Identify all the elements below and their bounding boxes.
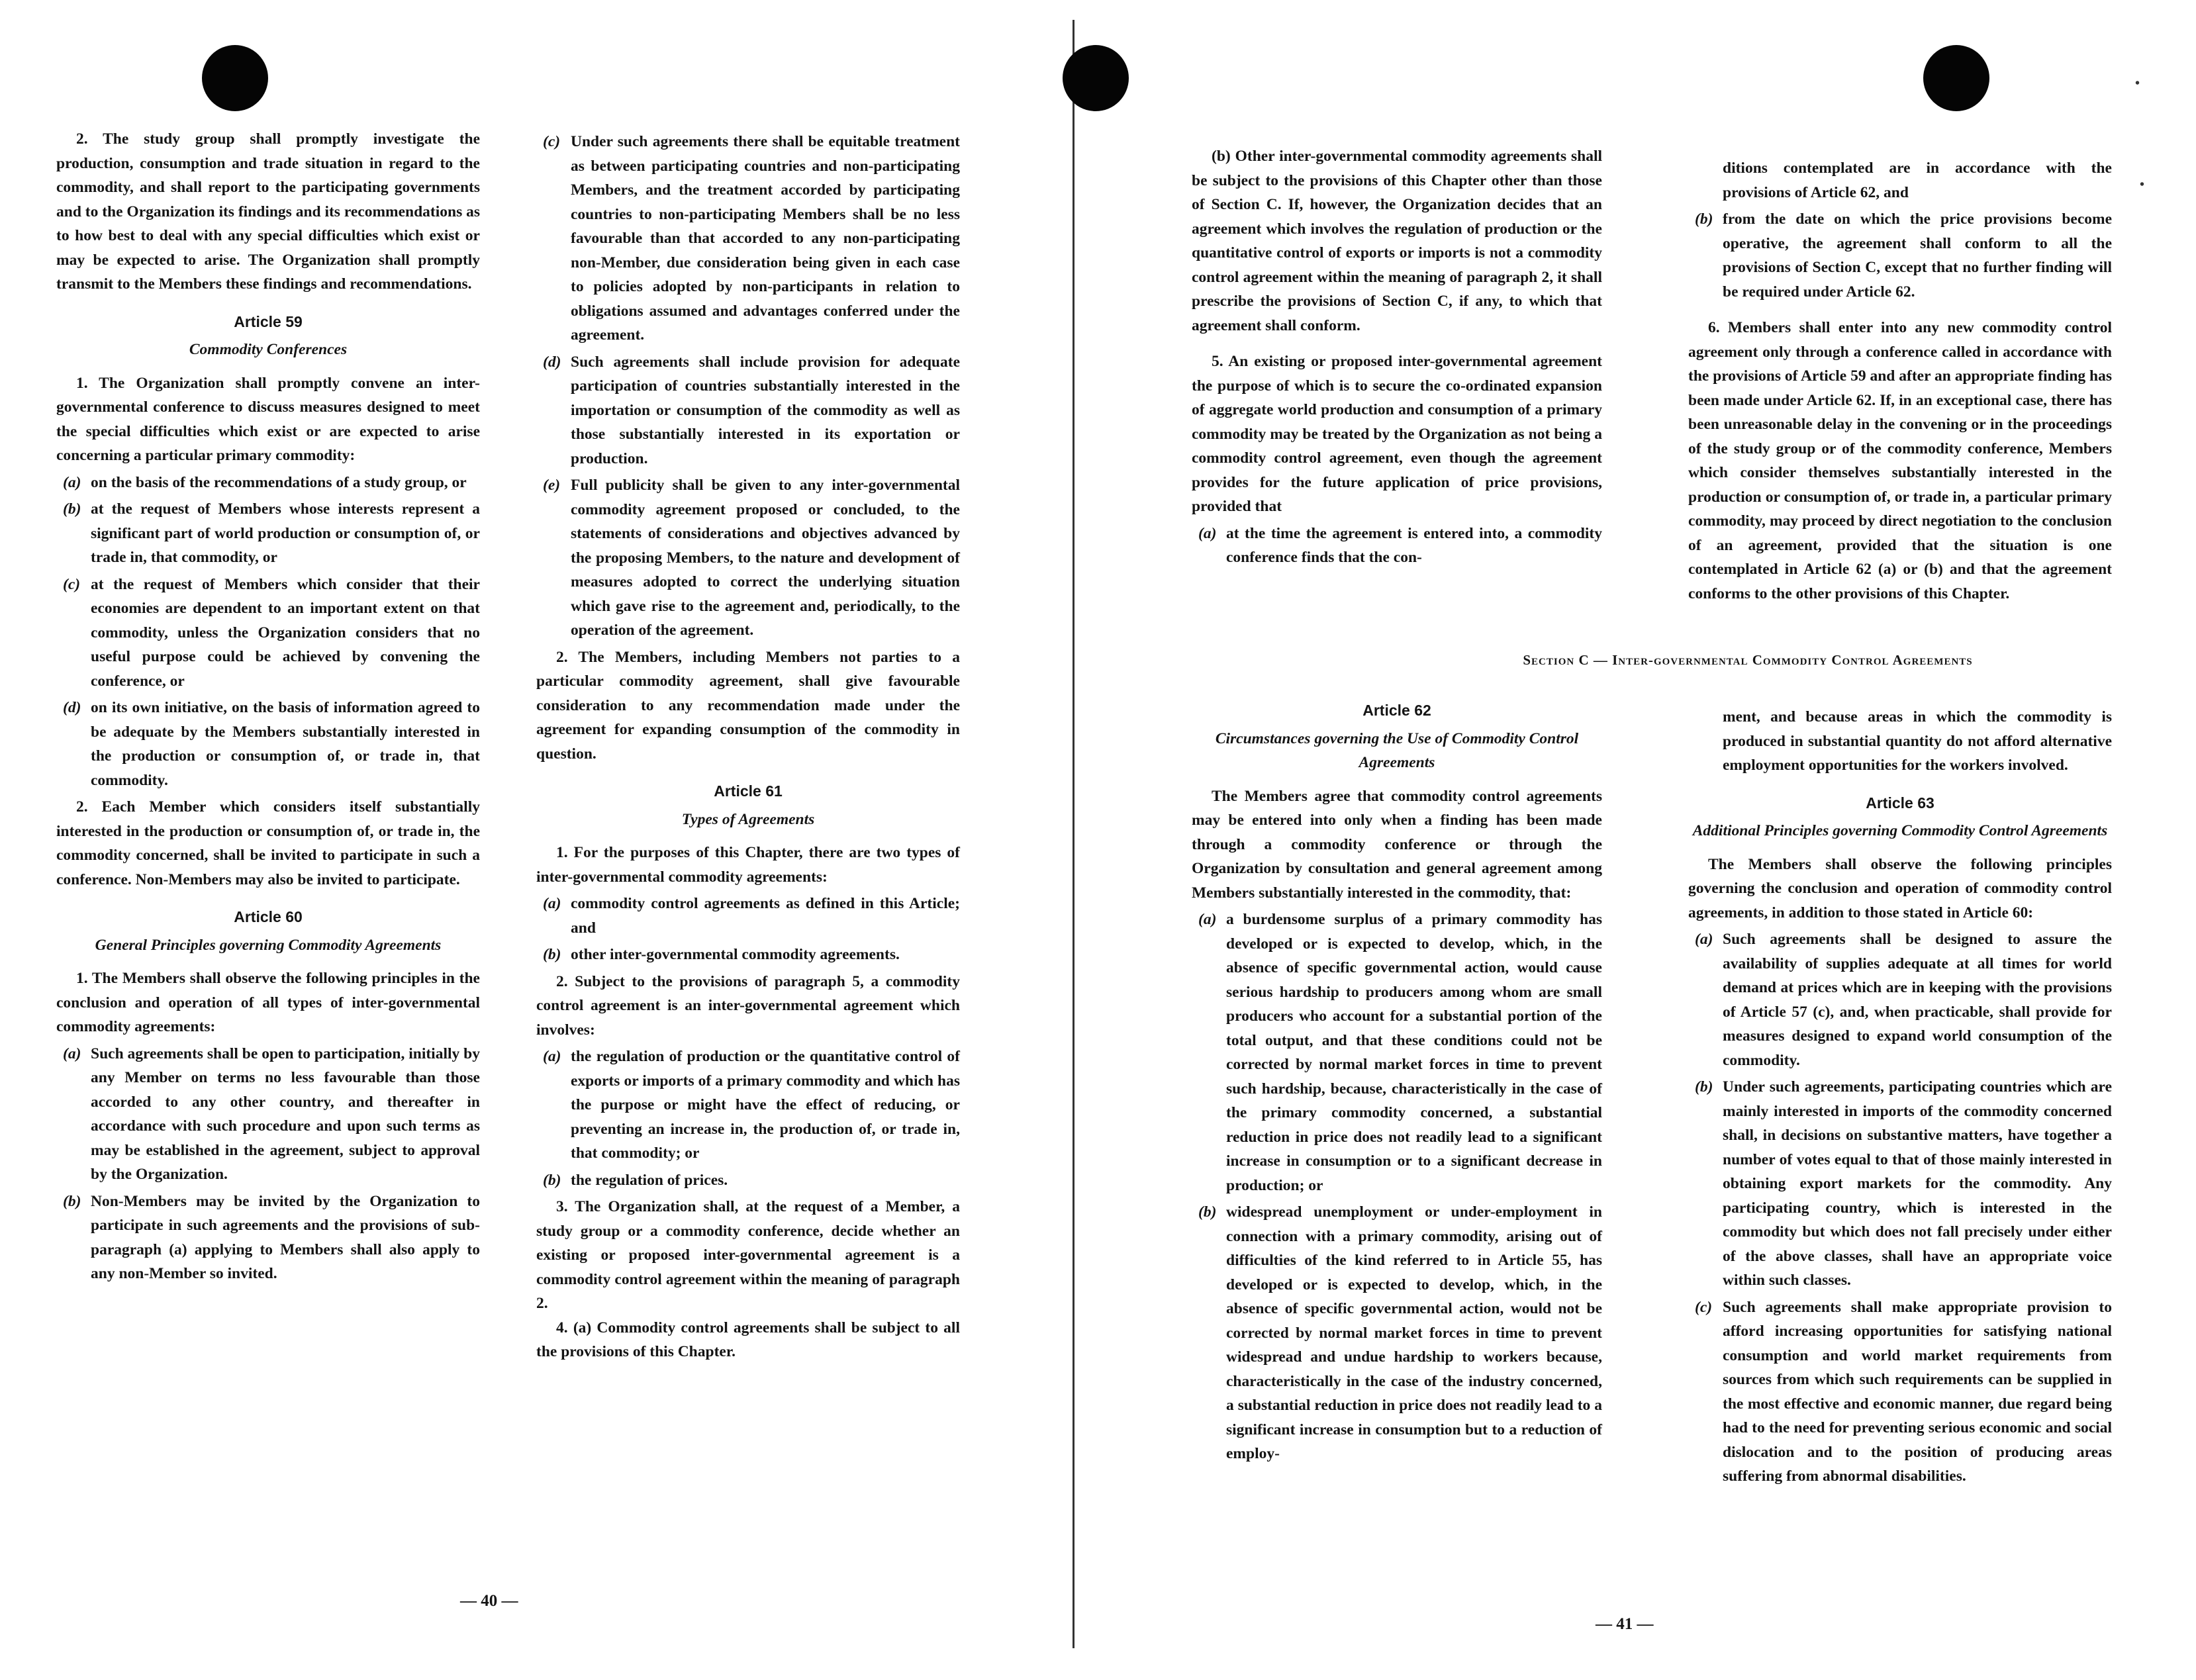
item-text: Non-Members may be invited by the Organization to participate in such agreements and the provisions of sub-paragraph (a) applying to Members shall also apply to any non-Member so invited. [91, 1192, 480, 1282]
paragraph: (b) Other inter-governmental commodity agreements shall be subject to the provisions of this Chapter other than those of Section C. If, however, the Organization decides that an agreement which involves the regulation of production or the quantitative control of exports or imports is not a commodity control agreement within the meaning of paragraph 2, it shall prescribe the provisions of Section C, if any, to which that agreement shall conform. [1192, 148, 1602, 334]
list-item [56, 1190, 480, 1286]
item-label: (d) [63, 699, 81, 716]
list-item [56, 497, 480, 570]
item-text: other inter-governmental commodity agreements. [571, 946, 900, 963]
article-heading: Article 62 [1362, 702, 1431, 719]
list-item [56, 696, 480, 792]
item-label: (b) [543, 946, 561, 963]
item-text: from the date on which the price provisions become operative, the agreement shall conform to all the provisions of Section C, except that no further finding will be required under Article 62. [1723, 210, 2112, 301]
paragraph: ment, and because areas in which the commodity is produced in substantial quantity do not afford alternative employment opportunities for the workers involved. [1723, 708, 2112, 774]
item-text: Under such agreements there shall be equitable treatment as between participating countries and non-participating Members, and the treatment accorded by participating countries to non-participating Members shall be no less favourable than that accorded to any non-participating non-Member, due consideration being given in each case to policies adopted by non-participants in relation to obligations assumed and advantages conferred under the agreement. [571, 133, 960, 344]
paragraph: 1. The Members shall observe the following principles in the conclusion and operation of all types of inter-governmental commodity agreements: [56, 970, 480, 1035]
list-item [56, 471, 480, 495]
item-text: ditions contemplated are in accordance with the provisions of Article 62, and [1723, 160, 2112, 201]
item-label: (a) [63, 1045, 81, 1062]
paragraph: 3. The Organization shall, at the request of a Member, a study group or a commodity conference, decide whether an existing or proposed inter-governmental agreement is a commodity control agreement within the meaning of paragraph 2. [536, 1198, 960, 1312]
list-item [536, 1168, 960, 1193]
right-column-2-bottom [1688, 705, 2112, 1491]
list-item [536, 473, 960, 643]
item-text: Such agreements shall include provision for adequate participation of countries substantially interested in the importation or consumption of the commodity as well as those substantially interested in its exportation or production. [571, 353, 960, 467]
list-item [1688, 156, 2112, 205]
list-item [536, 892, 960, 940]
item-text: Such agreements shall make appropriate provision to afford increasing opportunities for satisfying national consumption and world market requirements from sources from which such requirements can be supplied in the most effective and economic manner, due regard being had to the need for preventing serious economic and social dislocation and to the position of producing areas suffering from abnormal disabilities. [1723, 1298, 2112, 1485]
item-label: (e) [543, 477, 561, 494]
list-item [56, 1042, 480, 1187]
paragraph: 2. The study group shall promptly investigate the production, consumption and trade situation in regard to the commodity, and shall report to the participating governments and to the Organization its findings and its recommendations as to how best to deal with any special difficulties which exist or may be expected to arise. The Organization shall promptly transmit to the Members these findings and recommendations. [56, 130, 481, 293]
scan-speck: • [2140, 177, 2145, 192]
paragraph: 2. Subject to the provisions of paragraph 5, a commodity control agreement is an inter-governmental agreement which involves: [536, 972, 960, 1039]
right-page [1092, 0, 2196, 1680]
page-number: — 41 — [1596, 1615, 1654, 1633]
list-item [1688, 1075, 2112, 1293]
item-text: Under such agreements, participating countries which are mainly interested in imports of the commodity concerned shall, in decisions on substantive matters, have together a number of votes equal to that of those mainly interested in obtaining export markets for the commodity. Any participating country, which is interested in the commodity but which does not fall precisely under either of the above classes, shall have an appropriate voice within such classes. [1723, 1078, 2112, 1289]
list-item [1688, 207, 2112, 304]
paragraph: 2. The Members, including Members not parties to a particular commodity agreement, shall give favourable consideration to any recommendation made under the agreement for expanding consumption of the commodity in question. [536, 648, 960, 763]
list-item [1688, 1295, 2112, 1489]
item-label: (b) [1695, 1078, 1713, 1096]
item-label: (a) [63, 473, 81, 491]
list-item [1688, 927, 2112, 1072]
scan-speck: • [2135, 76, 2140, 91]
item-text: the regulation of prices. [571, 1171, 728, 1189]
item-label: (c) [1695, 1298, 1713, 1316]
item-label: (b) [1695, 210, 1713, 228]
item-label: (a) [543, 895, 561, 912]
item-text: Such agreements shall be open to participation, initially by any Member on terms no less favourable than those accorded to any other country, and thereafter in accordance with such procedure and upon such terms as may be established in the agreement, subject to approval by the Organization. [91, 1045, 480, 1183]
item-label: (d) [543, 353, 561, 371]
list-item [1192, 1200, 1602, 1466]
list-item [56, 573, 480, 694]
article-heading: Article 59 [234, 312, 303, 330]
article-heading: Article 60 [234, 908, 303, 925]
list-item [536, 350, 960, 471]
right-column-1-bottom [1192, 685, 1602, 1469]
left-page [0, 0, 1086, 1680]
item-text: widespread unemployment or under-employment in connection with a primary commodity, arising out of difficulties of the kind referred to in Article 55, has developed or is expected to develop, which, in the absence of specific governmental action, would not be corrected by normal market forces in time to prevent widespread and undue hardship to workers because, characteristically in the case of the industry concerned, a substantial reduction in price does not readily lead to a significant increase in consumption but to a reduction of employ- [1226, 1203, 1602, 1462]
paragraph: The Members agree that commodity control agreements may be entered into only when a finding has been made through a commodity conference or through the Organization by consultation and general agreement among Members substantially interested in the commodity, that: [1192, 787, 1602, 902]
paragraph: 1. For the purposes of this Chapter, there are two types of inter-governmental commodity agreements: [536, 844, 960, 886]
item-text: Full publicity shall be given to any inter-governmental commodity agreement proposed or concluded, to the statements of considerations and objectives advanced by the proposing Members, to the nature and development of measures adopted to correct the underlying situation which gave rise to the agreement and, periodically, to the operation of the agreement. [571, 477, 960, 639]
item-text: a burdensome surplus of a primary commodity has developed or is expected to develop, which, in the absence of specific governmental action, would cause serious hardship to producers among whom are small producers who account for a substantial portion of the total output, and that these conditions could not be corrected by normal market forces in time to prevent such hardship, because, characteristically in the case of the primary commodity concerned, a substantial reduction in price does not readily lead to a significant increase in consumption or to a significant decrease in production; or [1226, 911, 1602, 1194]
item-text: Such agreements shall be designed to assure the availability of supplies adequate at all times for world demand at prices which are in keeping with the provisions of Article 57 (c), and, when practicable, shall provide for measures designed to expand world consumption of the commodity. [1723, 931, 2112, 1069]
paragraph: 6. Members shall enter into any new commodity control agreement only through a conference called in accordance with the provisions of Article 59 and after an appropriate finding has been made under Article 62. If, in an exceptional case, there has been unreasonable delay in the convening or in the proceedings of the study group or of the commodity conference, Members which consider themselves substantially interested in the production or consumption of, or trade in, a particular primary commodity, may proceed by direct negotiation to the conclusion of an agreement, provided that the situation is one contemplated in Article 62 (a) or (b) and that the agreement conforms to the other provisions of this Chapter. [1688, 319, 2112, 602]
paragraph: The Members shall observe the following principles governing the conclusion and operation of commodity control agreements, in addition to those stated in Article 60: [1688, 855, 2112, 921]
item-label: (a) [1198, 524, 1217, 542]
item-text: commodity control agreements as defined in this Article; and [571, 895, 960, 937]
item-label: (b) [1198, 1203, 1217, 1221]
item-text: at the request of Members which consider that their economies are dependent to an important extent on that commodity, unless the Organization considers that no useful purpose could be achieved by convening the conference, or [91, 575, 480, 690]
item-label: (b) [63, 1192, 81, 1210]
page-number: — 40 — [460, 1592, 518, 1610]
article-title: General Principles governing Commodity Agreements [95, 936, 442, 954]
right-column-2-top [1688, 154, 2112, 606]
list-item [536, 943, 960, 967]
item-text: on its own initiative, on the basis of information agreed to be adequate by the Members substantially interested in the production or consumption of, or trade in, that commodity. [91, 699, 480, 789]
article-title: Circumstances governing the Use of Commodity Control Agreements [1215, 729, 1579, 771]
item-text: on the basis of the recommendations of a study group, or [91, 473, 467, 491]
item-label: (a) [1198, 911, 1217, 928]
list-item [536, 1045, 960, 1166]
list-item [1192, 522, 1602, 570]
paragraph: 2. Each Member which considers itself substantially interested in the production or consumption of, or trade in, the commodity concerned, shall be invited to participate in such a conference. Non-Members may also be invited to participate. [56, 798, 480, 888]
left-column-2 [536, 127, 960, 1364]
item-text: the regulation of production or the quantitative control of exports or imports of a primary commodity and which has the purpose or might have the effect of reducing, or preventing an increase in, the production of, or trade in, that commodity; or [571, 1048, 960, 1162]
item-label: (c) [63, 575, 81, 593]
left-column-1 [56, 127, 480, 1289]
item-text: at the time the agreement is entered into, a commodity conference finds that the con- [1226, 524, 1602, 566]
section-heading: Section C — Inter-governmental Commodity Control Agreements [1523, 652, 1973, 668]
list-item [1192, 908, 1602, 1197]
article-heading: Article 61 [714, 782, 783, 800]
article-title: Types of Agreements [681, 810, 815, 828]
item-label [1688, 156, 1723, 205]
item-label: (a) [543, 1048, 561, 1065]
article-heading: Article 63 [1866, 794, 1934, 812]
paragraph: 5. An existing or proposed inter-governmental agreement the purpose of which is to secure the co-ordinated expansion of aggregate world production and consumption of a primary commodity may be treated by the Organization as not being a commodity control agreement, even though the agreement provides for the future application of price provisions, provided that [1192, 353, 1602, 515]
article-title: Commodity Conferences [189, 341, 348, 358]
paragraph: 1. The Organization shall promptly convene an inter-governmental conference to discuss measures designed to meet the special difficulties which exist or are expected to arise concerning a particular primary commodity: [56, 374, 480, 464]
right-column-1-top [1192, 144, 1602, 573]
item-label: (b) [63, 500, 81, 518]
item-label: (a) [1695, 931, 1713, 948]
article-title: Additional Principles governing Commodity Control Agreements [1692, 822, 2108, 839]
item-text: at the request of Members whose interests represent a significant part of world production or consumption of, or trade in, that commodity, or [91, 500, 480, 566]
item-label: (b) [543, 1171, 561, 1189]
list-item [536, 130, 960, 348]
item-label: (c) [543, 133, 561, 150]
paragraph: 4. (a) Commodity control agreements shall be subject to all the provisions of this Chapter. [536, 1319, 960, 1360]
